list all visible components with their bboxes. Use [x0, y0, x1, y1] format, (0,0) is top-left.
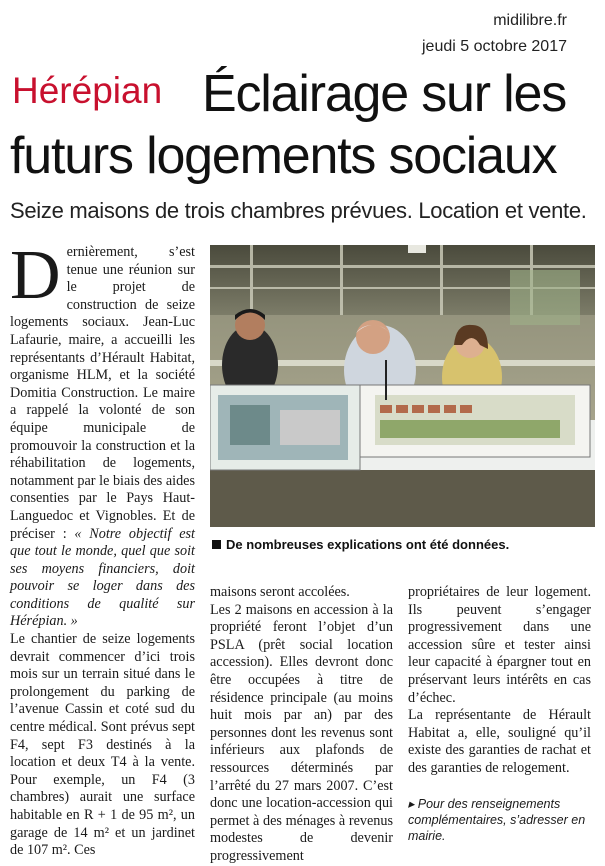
article-subhead: Seize maisons de trois chambres prévues. Location et vente. [10, 198, 587, 223]
quote: « Notre objectif est que tout le monde, quel que soit ses moyens financiers, doit pouvoir se loger dans des conditions de qualité sur Hérépian. » [10, 525, 195, 630]
publication-date: jeudi 5 octobre 2017 [422, 38, 567, 55]
caption-square-icon [212, 540, 221, 549]
headline-line-1: Éclairage sur les [202, 65, 566, 123]
paragraph: Les 2 maisons en accession à la propriété feront l’objet d’un PSLA (prêt social location accession). Elles devront donc être occupées à titre de résidence principale (au moins huit mois par an) par des personnes dont les revenus sont inférieurs aux plafonds de ressources déterminés par l’arrêté du 27 mars 2007. C’est donc une location-accession qui permet à des ménages à revenus modestes de devenir progressivement [210, 601, 393, 864]
photo-illustration [210, 245, 595, 527]
article-column-1 [10, 237, 195, 860]
note-text: Pour des renseignements complémentaires, s’adresser en mairie. [408, 796, 586, 843]
photo-caption [212, 537, 509, 552]
paragraph: Le chantier de seize logements devrait commencer d’ici trois mois sur un terrain situé dans le prolongement du parking de l’avenue Cassin et coté sud du centre médical. Sont prévus sept F4, sept F3 destinés à la location et deux T4 à la vente. Pour exemple, un F4 (3 chambres) aurait une surface habitable en R + 1 de 95 m², un garage de 14 m² et un jardinet de 107 m². Ces [10, 631, 195, 859]
arrow-right-icon: ▸ [408, 796, 418, 811]
paragraph: La représentante de Hérault Habitat a, elle, souligné qu’il existe des garanties de rachat et des garanties de relogement. [408, 707, 591, 776]
paragraph-text: ernièrement, s’est tenue une réunion sur le projet de construction de seize logements sociaux. Jean-Luc Lafaurie, maire, a accueilli les représentants d’Hérault Habitat, organisme HLM, et la société Domitia Construction. Le maire a rappelé la volonté de son équipe municipale de promouvoir la construction et la réhabilitation de logements, notamment par le biais des aides consenties par le Pays Haut-Languedoc et Vignobles. Et de préciser : [10, 244, 195, 542]
headline-line-2: futurs logements sociaux [10, 127, 557, 185]
drop-cap: D [10, 237, 61, 314]
meeting-photo [210, 245, 595, 527]
caption-text: De nombreuses explications ont été données. [226, 537, 510, 552]
article-kicker: Hérépian [12, 70, 163, 111]
paragraph: propriétaires de leur logement. Ils peuvent s’engager progressivement dans une accession sûre et tester ainsi leur capacité à épargner tout en préservant leurs intérêts en cas d’échec. [408, 584, 591, 706]
info-note [408, 796, 591, 844]
article-column-3 [408, 584, 591, 844]
article-column-2 [210, 584, 393, 866]
source-site: midilibre.fr [493, 12, 567, 29]
paragraph: maisons seront accolées. [210, 584, 350, 600]
